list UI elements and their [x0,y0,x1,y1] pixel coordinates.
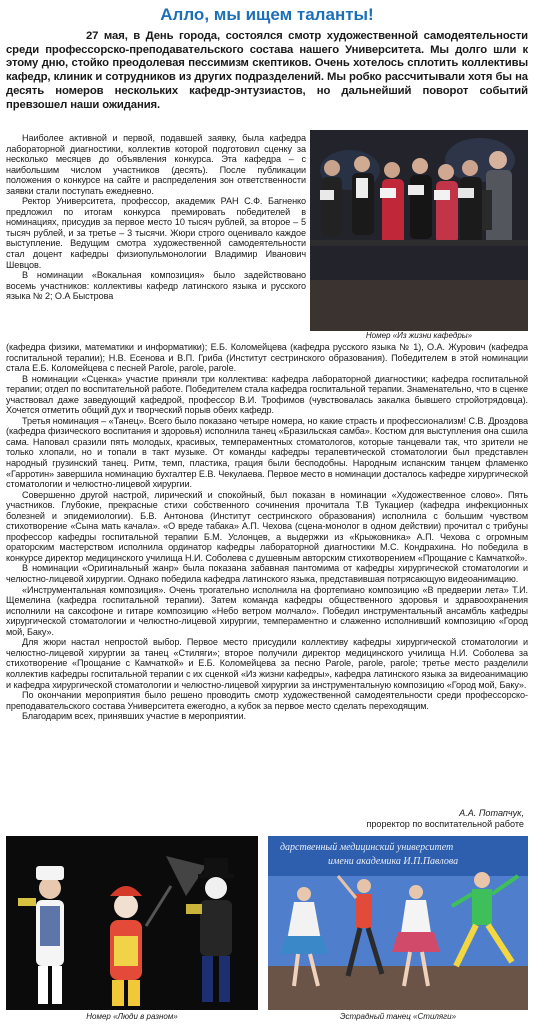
paragraph: Ректор Университета, профессор, академик РАН С.Ф. Багненко предложил по итогам конкурса премировать победителей в номинациях, присудив за первое место 10 тысяч рублей, за второе – 5 тысяч рублей, и за третье – 3 тысячи. Жюри строго оценивало каждое выступление. Ведущим смотра художественной самодеятельности стал доцент кафедры физиопульмонологии Владимир Иванович Шевцов. [6,196,306,270]
photo-from-department-life [310,130,528,331]
photo-illustration-dance [268,836,528,1010]
author-signature [366,808,524,830]
photo-caption-bottom-right: Эстрадный танец «Стиляги» [339,1012,457,1021]
paragraph: «Инструментальная композиция». Очень трогательно исполнила на фортепиано композицию «В предверии лета» Т.И. Щемелина (кафедра госпитальной терапии). Затем команда кафедры общественного здоровья и здравоохранения исполнили на саксофоне и гитаре композицию «Небо ветром молчало». Победил инструментальный ансамбль кафедры хирургической стоматологии и челюстно-лицевой хирургии, темпераментно и слаженно исполнивший композицию «Город мой, Баку». [6,584,528,637]
full-width-text [6,342,528,722]
paragraph: Для жюри настал непростой выбор. Первое место присудили коллективу кафедры хирургической стоматологии и челюстно-лицевой хирургии за танец «Стиляги»; второе получили директор медицинского училища Н.И. Соболева за стихотворение «Прощание с Камчаткой» и Е.Б. Коломейцева за песню Parole, parole, parole; третье место разделили коллектив кафедры госпитальной терапии с их сценкой «Из жизни кафедры», кафедра латинского языка за видеоанимацию и кафедра хирургической стоматологии и челюстно-лицевой хирургии за инструментальную композицию «Город мой, Баку». [6,637,528,690]
photo-caption-top: Номер «Из жизни кафедры» [365,331,473,340]
photo-illustration-choir [310,130,528,331]
banner-text-line2: имени академика И.П.Павлова [328,856,459,867]
paragraph: Благодарим всех, принявших участие в мероприятии. [22,711,246,722]
paragraph: В номинации «Оригинальный жанр» была показана забавная пантомима от кафедры хирургической стоматологии и челюстно-лицевой хирургии. Однако победила кафедра латинского языка, представившая потрясающую видеоанимацию. [6,563,528,585]
banner-text-line1: дарственный медицинский университет [280,842,454,853]
photo-illustration-costumes [6,836,258,1010]
author-title: проректор по воспитательной работе [366,819,524,829]
article-lead: 27 мая, в День города, состоялся смотр художественной самодеятельности среди профессорско-преподавательского состава нашего Университета. Мы долго шли к этому дню, стойко преодолевая пессимизм скептиков. Очень хотелось сплотить коллективы кафедр, клиник и сотрудников из других подразделений. Мы робко рассчитывали хотя бы на десять номеров нескольких кафедр-энтузиастов, но дальнейший поворот событий превзошел наши ожидания. [6,30,528,111]
author-name: А.А. Потапчук, [459,808,524,818]
photo-caption-bottom-left: Номер «Люди в разном» [86,1012,178,1021]
paragraph: (кафедра физики, математики и информатики); Е.Б. Коломейцева (кафедра русского языка № 1), О.А. Журович (кафедра госпитальной терапии); Н.В. Есенова и В.П. Гриба (Институт сестринского образования). Победителем в этой номинации стала Е.Б. Коломейцева с песней Parole, parole, parole. [6,342,528,374]
paragraph: Совершенно другой настрой, лирический и спокойный, был показан в номинации «Художественное слово». Пять участников. Глубокие, прекрасные стихи собственного сочинения прочитала Т.В Тукациер (кафедра инфекционных болезней и эпидемиологии). Б.В. Антонова (Институт сестринского образования) исполнила с большим чувством стихотворение «Сына мать качала». «О вреде табака» А.П. Чехова (сцена-монолог в одном действии) прочитал с трибуны профессор кафедры госпитальной терапии Б.М. Услонцев, а выдержки из «Крыжовника» А.П. Чехова с огромным ораторским мастерством исполнила ординатор кафедры лабораторной диагностики М.С. Кондрахина. Но победила в конкурсе директор медицинского училища Н.И. Соболева с душевным авторским стихотворением «Прощание с Камчаткой». [6,489,528,563]
paragraph: В номинации «Вокальная композиция» было задействовано восемь участников: коллективы кафедр латинского языка и русского языка № 2; О.А Быстрова [6,270,306,302]
photo-people-in-different [6,836,258,1010]
photo-stilyagi-dance [268,836,528,1010]
paragraph: По окончании мероприятия было решено проводить смотр художественной самодеятельности среди профессорско-преподавательского состава Университета ежегодно, а кубок за первое место сделать переходящим. [6,690,528,711]
article-page [6,4,528,1020]
paragraph: Наиболее активной и первой, подавшей заявку, была кафедра лабораторной диагностики, коллектив которой подготовил сценку за несколько месяцев до объявления конкурса. Эта кафедра – с наибольшим числом участников (десять). После публикации положения о конкурсе на сайте и распределения зон ответственности заявки стали поступать ежедневно. [6,133,306,196]
paragraph: Третья номинация – «Танец». Всего было показано четыре номера, но какие страсть и профессионализм! С.В. Дроздова (кафедра физического воспитания и здоровья) исполнила танец «Бразильская самба». Костюм для выступления она сшила сама. Наповал сразили пять молодых, красивых, темпераментных стоматологов, которые танцевали так, что зрители не только хлопали, но и топали в такт музыке. От команды кафедры терапевтической стоматологии был представлен народный грузинский танец. Ритм, темп, пластика, грация были бесподобны. Народным испанским танцем фламенко «Гарротин» завершила номинацию бухгалтер Е.В. Чекулаева. Первое место в номинации досталось кафедре хирургической стоматологии и челюстно-лицевой хирургии. [6,415,528,490]
left-column-text [6,133,306,302]
paragraph: В номинации «Сценка» участие приняли три коллектива: кафедра лабораторной диагностики; кафедра госпитальной терапии; отдел по воспитательной работе. Победителем стала кафедра госпитальной терапии. Знаменательно, что в сценке участвовал даже заведующий кафедрой, профессор В.И. Трофимов (чувствовалась закалка бывшего стройотрядовца). Хочется отметить общий дух и творческий порыв обеих кафедр. [6,373,528,416]
article-title: Алло, мы ищем таланты! [160,5,374,24]
